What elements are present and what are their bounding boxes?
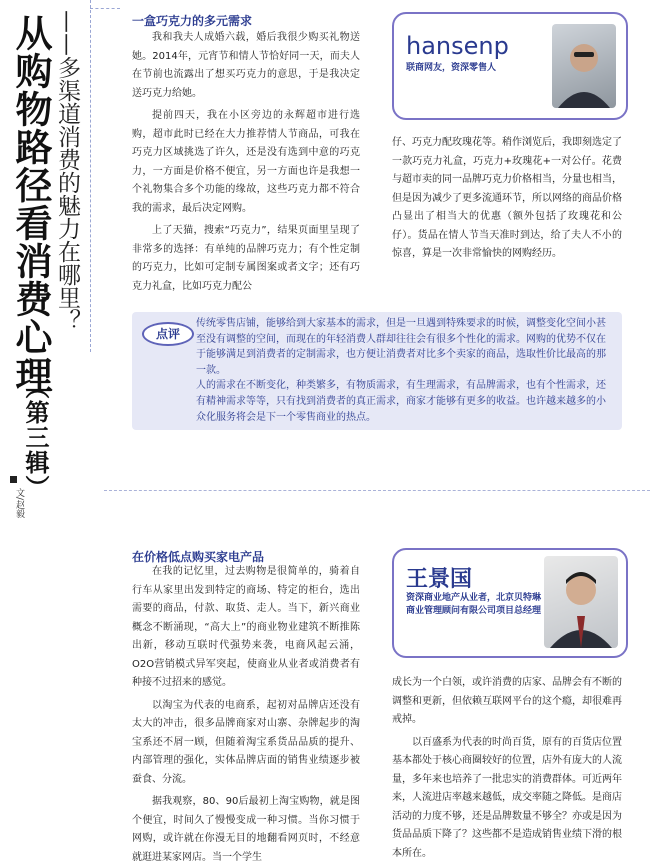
section2-right-column: [392, 674, 622, 863]
section-separator: [104, 490, 650, 491]
comment-line: 传统零售店铺，能够给到大家基本的需求，但是一旦遇到特殊要求的时候，调整变化空间小甚至没有调整的空间，而现在的年轻消费人群却往往会有很多个性化的需求。网购的优势不仅在于能够满足到消费者的定制需求，也方便让消费者对比多个卖家的商品，选取性价比最高的那一款。: [196, 318, 606, 376]
section2-left-column: [132, 563, 360, 867]
paragraph: 仔、巧克力配玫瑰花等。稍作浏览后，我即刻选定了一款巧克力礼盒，巧克力+玫瑰花+一对公仔。花费与超市卖的同一品牌巧克力价格相当，分量也相当，但是因为减少了更多流通环节，所以网络的商品价格凸显出了相当大的优惠（额外包括了玫瑰花和公仔）。货品在情人节当天准时到达，给了夫人不小的惊喜，算是一次非常愉快的网购经历。: [392, 137, 622, 259]
profile-desc: 联商网友，资深零售人: [406, 63, 497, 73]
profile-photo: [552, 24, 616, 108]
profile-desc: 资深商业地产从业者，北京贝特琳商业管理顾问有限公司项目总经理: [406, 593, 542, 616]
page-subtitle: ——多渠道消费的魅力在哪里？: [54, 10, 80, 332]
comment-badge: 点评: [142, 322, 194, 346]
paragraph: 以百盛系为代表的时尚百货，原有的百货店位置基本都处于核心商圈较好的位置，店外有庞大的人流量，多年来也培养了一批忠实的消费群体。可近两年来，人流进店率越来越低，成交率随之降低。是商店活动的力度不够，还是品牌数量不够全？亦或是因为货品品质下降了？这些都不是造成销售业绩下滑的根本所在。: [392, 736, 622, 859]
vertical-divider: [90, 0, 91, 352]
comment-line: 人的需求在不断变化，种类繁多，有物质需求，有生理需求，有品牌需求，也有个性需求，还有精神需求等等，只有找到消费者的真正需求，商家才能够有更多的收益。也许越来越多的小众化服务将会是下一个零售商业的热点。: [196, 380, 606, 423]
series-label: （第三辑）: [21, 375, 49, 500]
section1-right-column: [392, 134, 622, 264]
profile-name: 王景国: [406, 567, 473, 592]
paragraph: 在我的记忆里，过去购物是很简单的，骑着自行车从家里出发到特定的商场、特定的柜台，选出需要的商品，付款、取货、走人。当下，新兴商业概念不断涌现，“高大上”的商业物业建筑不断推陈出新，移动互联时代强势来袭，电商风起云涌，O2O营销模式异军突起，使商业从业者或消费者有种接不过招来的感觉。: [132, 566, 360, 688]
section1-left-column: [132, 29, 360, 296]
person-icon: [552, 24, 616, 108]
author-bullet: [10, 476, 17, 483]
comment-text: [196, 316, 614, 425]
profile-card-hansenp: [392, 12, 628, 120]
section1-heading: 一盒巧克力的多元需求: [132, 14, 253, 28]
paragraph: 据我观察，80、90后最初上淘宝购物，就是图个便宜，时间久了慢慢变成一种习惯。当你习惯于网购，或许就在你漫无目的地翻看网页时，不经意就逛进某家网店。当一个学生: [132, 796, 360, 863]
profile-photo: [544, 556, 618, 648]
title-rule: [90, 8, 120, 9]
paragraph: 成长为一个白领，或许消费的店家、品牌会有不断的调整和更新，但依赖互联网平台的这个瘾，却很难再戒掉。: [392, 677, 622, 725]
author: 文/赵毅: [14, 488, 24, 519]
profile-name: hansenp: [406, 32, 509, 60]
profile-card-wang: [392, 548, 628, 658]
paragraph: 以淘宝为代表的电商系，起初对品牌店还没有太大的冲击，很多品牌商家对山寨、杂牌起步的淘宝系还不屑一顾，但随着淘宝系货品品质的提升、内部管理的强化，实体品牌店面的销售业绩逐步被蚕食、分流。: [132, 699, 360, 785]
page-title: 从购物路径看消费心理: [9, 14, 52, 394]
paragraph: 上了天猫，搜索“巧克力”，结果页面里呈现了非常多的选择：有单纯的品牌巧克力；有个性定制的巧克力，比如可定制专属图案或者文字；还有巧克力礼盒，比如巧克力配公: [132, 225, 360, 292]
paragraph: 我和我夫人成婚六载，婚后我很少购买礼物送她。2014年，元宵节和情人节恰好同一天，而夫人在节前也流露出了想买巧克力的意思，于是我决定送巧克力给她。: [132, 32, 360, 99]
person-icon: [544, 556, 618, 648]
paragraph: 提前四天，我在小区旁边的永辉超市进行选购，超市此时已经在大力推荐情人节商品，可我在巧克力区域挑选了许久，还是没有选到中意的巧克力，一方面是价格不便宜，另一方面也许是我想一个礼物集合多个功能的缘故，这些巧克力都不符合我的需求，最后决定网购。: [132, 110, 360, 214]
section2-heading: 在价格低点购买家电产品: [132, 550, 265, 564]
